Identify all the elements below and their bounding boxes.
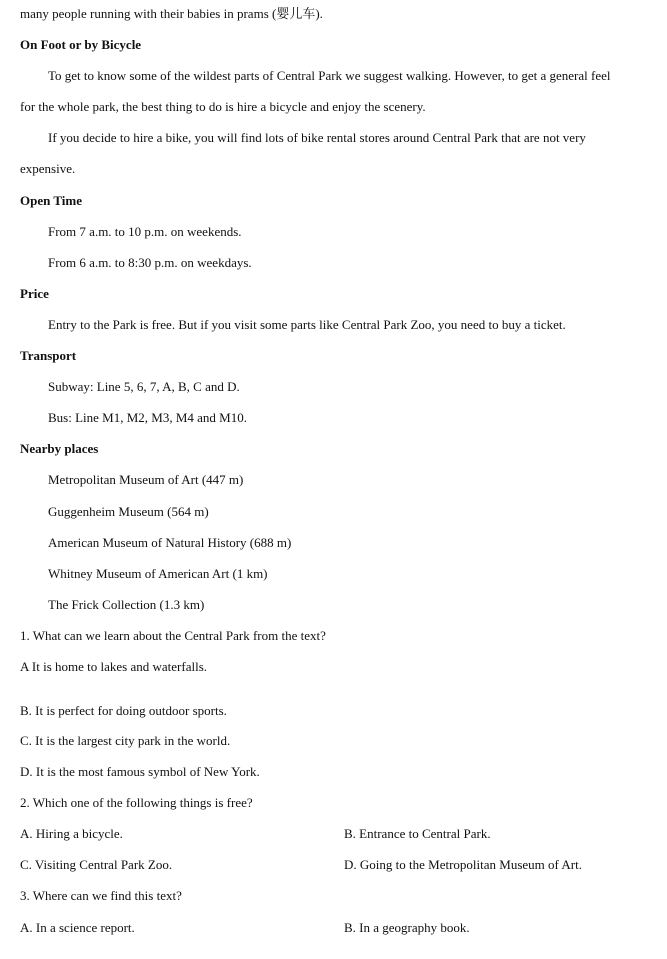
transport-bus: Bus: Line M1, M2, M3, M4 and M10. <box>48 410 247 425</box>
question-1-stem: 1. What can we learn about the Central Park from the text? <box>20 628 326 643</box>
paragraph-line: If you decide to hire a bike, you will find lots of bike rental stores around Central Park that are not very <box>48 130 586 145</box>
question-1-option-d: D. It is the most famous symbol of New York. <box>20 764 260 779</box>
nearby-item: Whitney Museum of American Art (1 km) <box>48 566 268 581</box>
open-time-weekdays: From 6 a.m. to 8:30 p.m. on weekdays. <box>48 255 252 270</box>
open-time-weekends: From 7 a.m. to 10 p.m. on weekends. <box>48 224 242 239</box>
question-2-stem: 2. Which one of the following things is free? <box>20 795 253 810</box>
nearby-item: American Museum of Natural History (688 m) <box>48 535 292 550</box>
heading-transport: Transport <box>20 348 77 363</box>
question-3-option-b: B. In a geography book. <box>344 920 470 935</box>
paragraph-line: for the whole park, the best thing to do is hire a bicycle and enjoy the scenery. <box>20 99 426 114</box>
question-2-option-a: A. Hiring a bicycle. <box>20 826 123 841</box>
intro-line: many people running with their babies in prams (婴儿车). <box>20 6 323 21</box>
price-text: Entry to the Park is free. But if you visit some parts like Central Park Zoo, you need to buy a ticket. <box>48 317 566 332</box>
heading-open-time: Open Time <box>20 193 83 208</box>
nearby-item: Metropolitan Museum of Art (447 m) <box>48 472 244 487</box>
heading-price: Price <box>20 286 49 301</box>
question-2-option-c: C. Visiting Central Park Zoo. <box>20 857 173 872</box>
question-2-option-d: D. Going to the Metropolitan Museum of Art. <box>344 857 582 872</box>
question-3-stem: 3. Where can we find this text? <box>20 888 182 903</box>
nearby-item: The Frick Collection (1.3 km) <box>48 597 205 612</box>
question-1-option-a: A It is home to lakes and waterfalls. <box>20 659 208 674</box>
question-2-option-b: B. Entrance to Central Park. <box>344 826 491 841</box>
paragraph-line: expensive. <box>20 161 76 176</box>
transport-subway: Subway: Line 5, 6, 7, A, B, C and D. <box>48 379 240 394</box>
question-3-option-a: A. In a science report. <box>20 920 135 935</box>
heading-on-foot: On Foot or by Bicycle <box>20 37 142 52</box>
heading-nearby-places: Nearby places <box>20 441 99 456</box>
question-1-option-b: B. It is perfect for doing outdoor sports. <box>20 703 227 718</box>
question-1-option-c: C. It is the largest city park in the world. <box>20 733 231 748</box>
nearby-item: Guggenheim Museum (564 m) <box>48 504 209 519</box>
paragraph-line: To get to know some of the wildest parts of Central Park we suggest walking. However, to get a general feel <box>48 68 611 83</box>
